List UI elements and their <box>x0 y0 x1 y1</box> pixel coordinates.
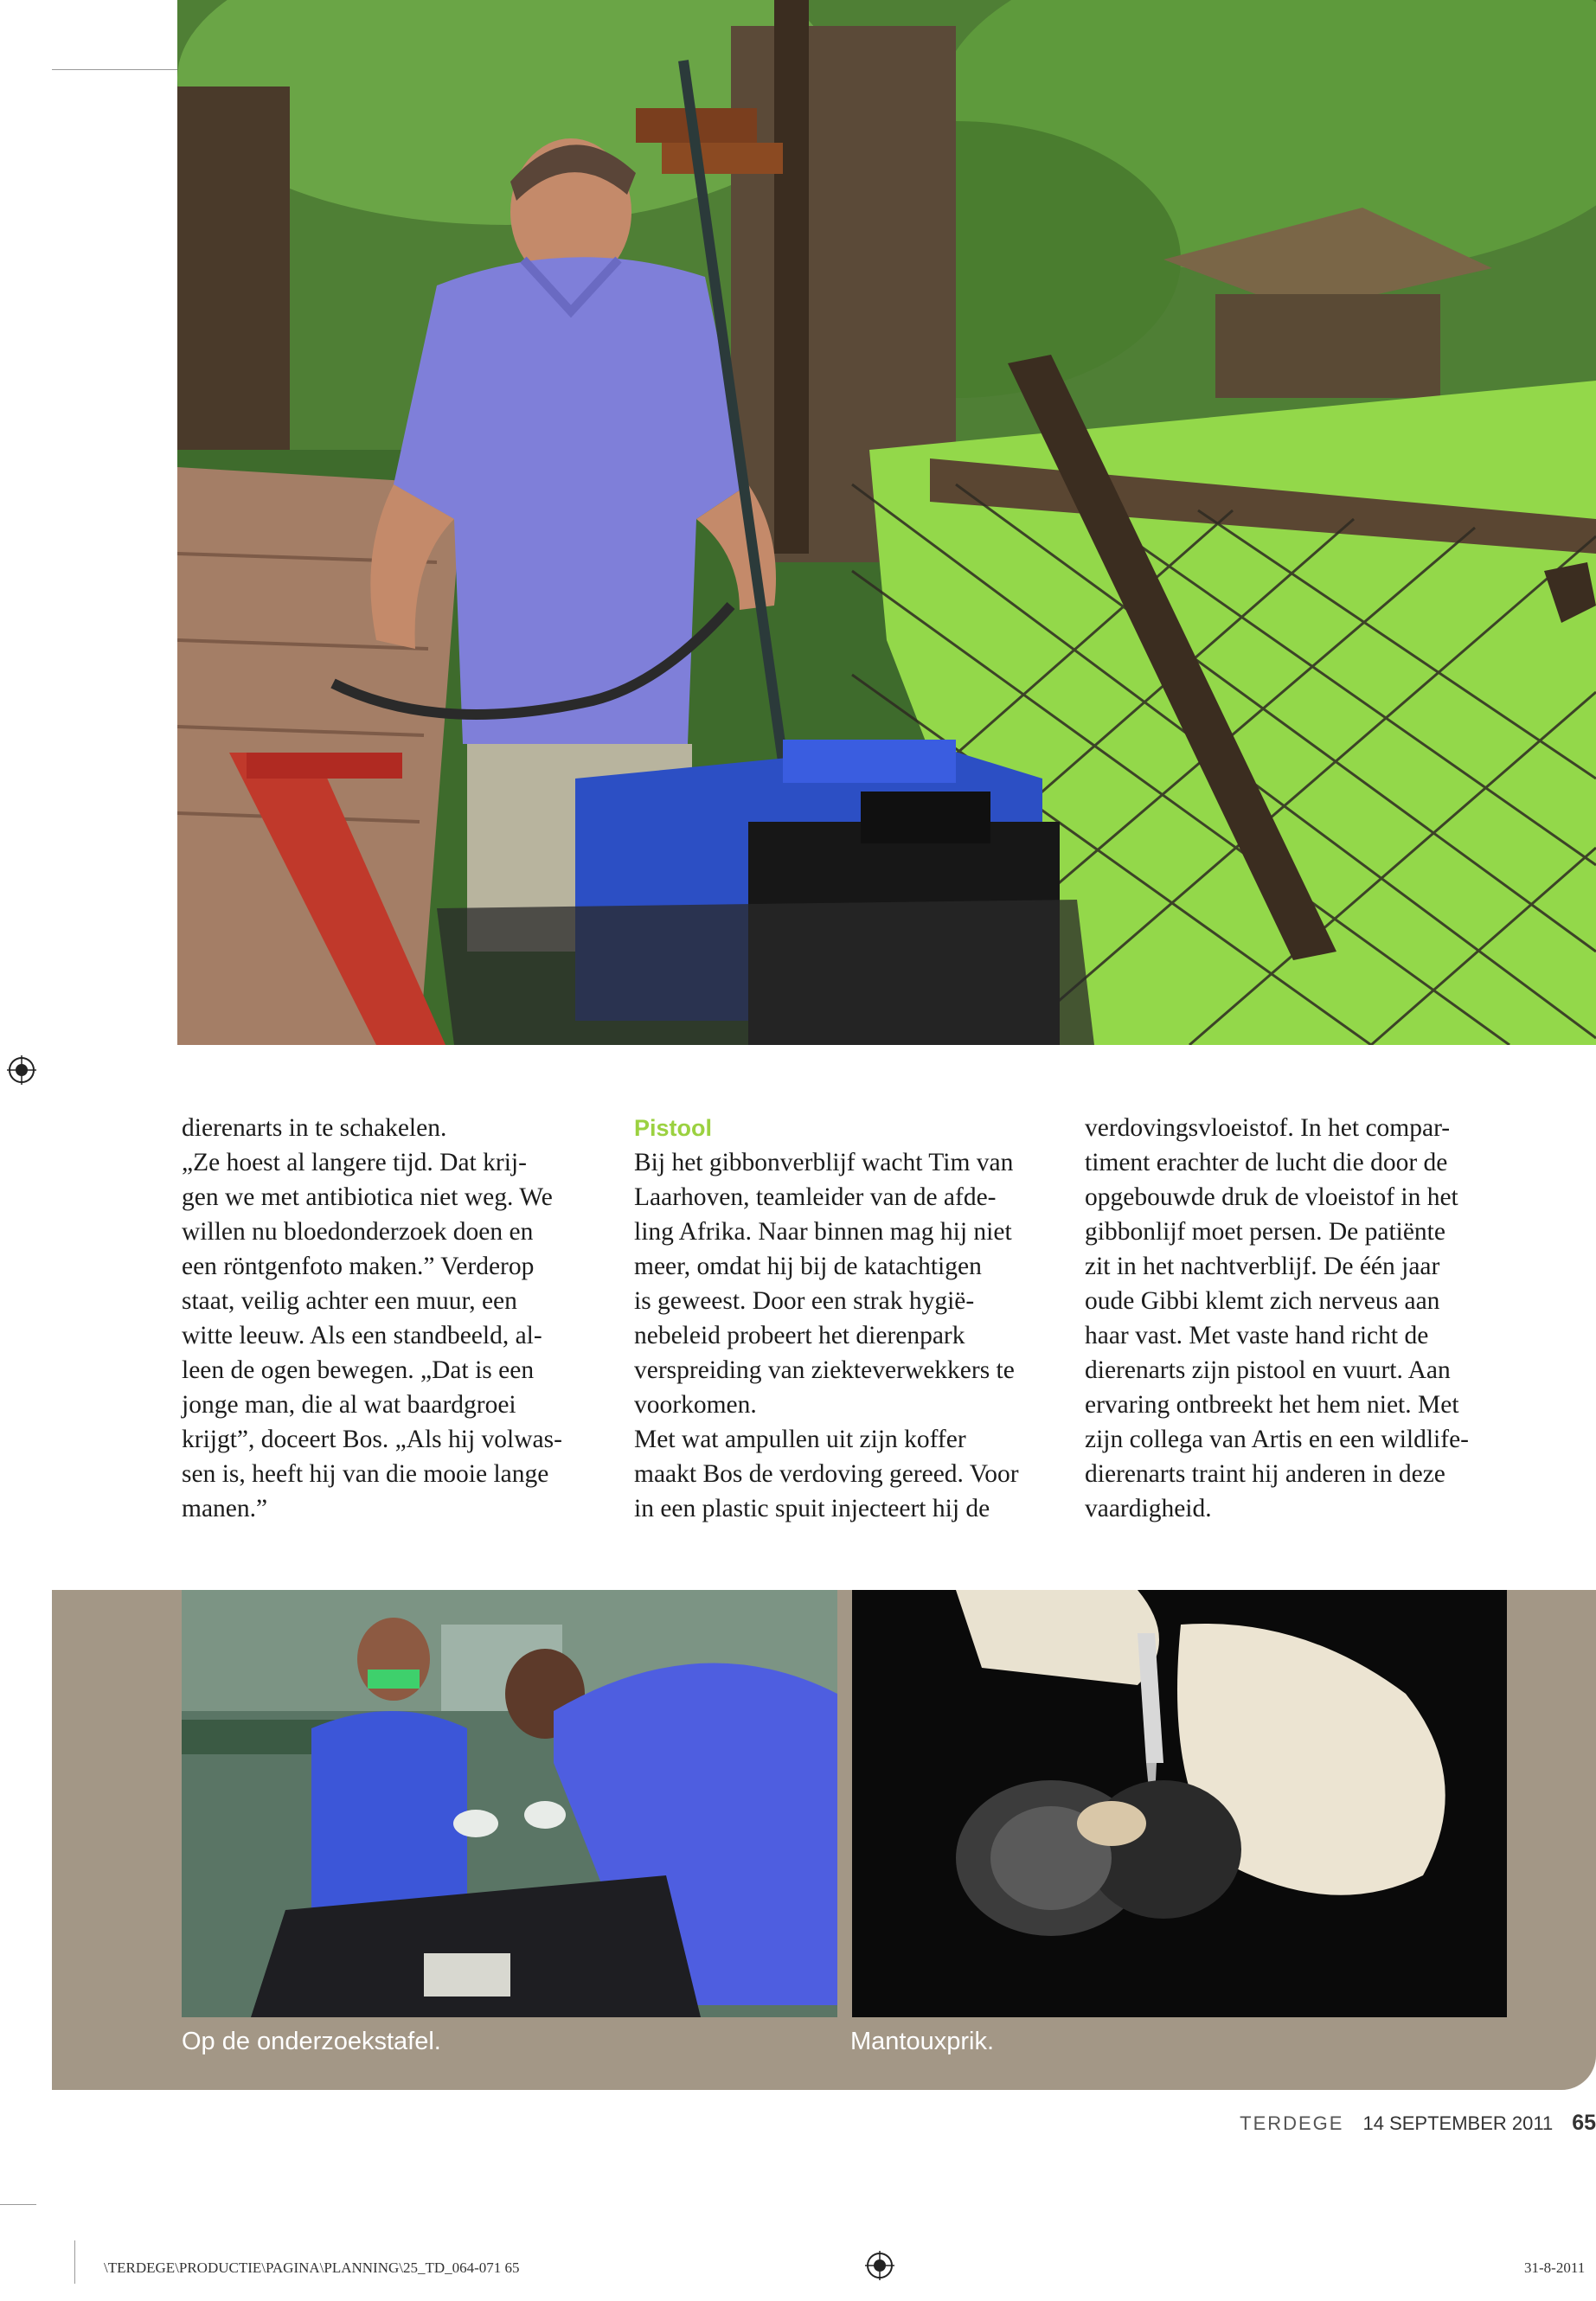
text-line: gibbonlijf moet persen. De patiënte <box>1085 1218 1445 1246</box>
article-column-2 <box>634 1111 1058 1526</box>
text-line: leen de ogen bewegen. „Dat is een <box>182 1356 535 1384</box>
slug-date: 31-8-2011 <box>1524 2259 1586 2276</box>
text-line: voorkomen. <box>634 1391 757 1419</box>
article-column-1 <box>182 1111 606 1526</box>
crop-mark-bottom <box>0 2204 36 2205</box>
text-line: staat, veilig achter een muur, een <box>182 1287 517 1315</box>
injection-photo <box>852 1590 1507 2017</box>
caption-left: Op de onderzoekstafel. <box>182 2028 441 2055</box>
text-line: witte leeuw. Als een standbeeld, al- <box>182 1322 542 1349</box>
registration-mark-left <box>7 1055 36 1085</box>
page-footer <box>1240 2111 1596 2145</box>
crop-mark-slug <box>74 2240 75 2284</box>
magazine-name: TERDEGE <box>1240 2112 1344 2134</box>
text-line: haar vast. Met vaste hand richt de <box>1085 1322 1429 1349</box>
text-line: maakt Bos de verdoving gereed. Voor <box>634 1460 1019 1488</box>
crop-mark-top <box>52 69 177 70</box>
text-line: verdovingsvloeistof. In het compar- <box>1085 1114 1451 1142</box>
examination-photo <box>182 1590 837 2017</box>
text-line: dierenarts zijn pistool en vuurt. Aan <box>1085 1356 1451 1384</box>
text-line: zit in het nachtverblijf. De één jaar <box>1085 1253 1440 1280</box>
text-line: krijgt”, doceert Bos. „Als hij volwas- <box>182 1426 562 1453</box>
text-line: nebeleid probeert het dierenpark <box>634 1322 965 1349</box>
text-line: dierenarts in te schakelen. <box>182 1114 447 1142</box>
text-line: oude Gibbi klemt zich nerveus aan <box>1085 1287 1440 1315</box>
text-line: manen.” <box>182 1495 268 1522</box>
text-line: Bij het gibbonverblijf wacht Tim van <box>634 1149 1014 1176</box>
text-line: timent erachter de lucht die door de <box>1085 1149 1448 1176</box>
text-line: sen is, heeft hij van die mooie lange <box>182 1460 549 1488</box>
text-line: willen nu bloedonderzoek doen en <box>182 1218 534 1246</box>
slug-path: \TERDEGE\PRODUCTIE\PAGINA\PLANNING\25_TD_064-071 65 <box>104 2259 520 2276</box>
text-line: Laarhoven, teamleider van de afde- <box>634 1183 997 1211</box>
text-line: ervaring ontbreekt het hem niet. Met <box>1085 1391 1459 1419</box>
text-line: verspreiding van ziekteverwekkers te <box>634 1356 1015 1384</box>
caption-right: Mantouxprik. <box>850 2028 995 2055</box>
page-number: 65 <box>1572 2111 1596 2135</box>
text-line: „Ze hoest al langere tijd. Dat krij- <box>182 1149 527 1176</box>
text-line: zijn collega van Artis en een wildlife- <box>1085 1426 1469 1453</box>
text-line: een röntgenfoto maken.” Verderop <box>182 1253 535 1280</box>
text-line: dierenarts traint hij anderen in deze <box>1085 1460 1445 1488</box>
text-line: opgebouwde druk de vloeistof in het <box>1085 1183 1458 1211</box>
text-line: jonge man, die al wat baardgroei <box>182 1391 516 1419</box>
registration-mark-bottom <box>865 2251 894 2280</box>
text-line: ling Afrika. Naar binnen mag hij niet <box>634 1218 1012 1246</box>
text-line: in een plastic spuit injecteert hij de <box>634 1495 990 1522</box>
section-heading: Pistool <box>634 1115 713 1141</box>
text-line: is geweest. Door een strak hygië- <box>634 1287 975 1315</box>
text-line: meer, omdat hij bij de katachtigen <box>634 1253 982 1280</box>
article-column-3 <box>1085 1111 1517 1526</box>
hero-photo <box>177 0 1596 1045</box>
issue-date: 14 SEPTEMBER 2011 <box>1362 2112 1554 2134</box>
text-line: vaardigheid. <box>1085 1495 1212 1522</box>
text-line: Met wat ampullen uit zijn koffer <box>634 1426 966 1453</box>
text-line: gen we met antibiotica niet weg. We <box>182 1183 553 1211</box>
